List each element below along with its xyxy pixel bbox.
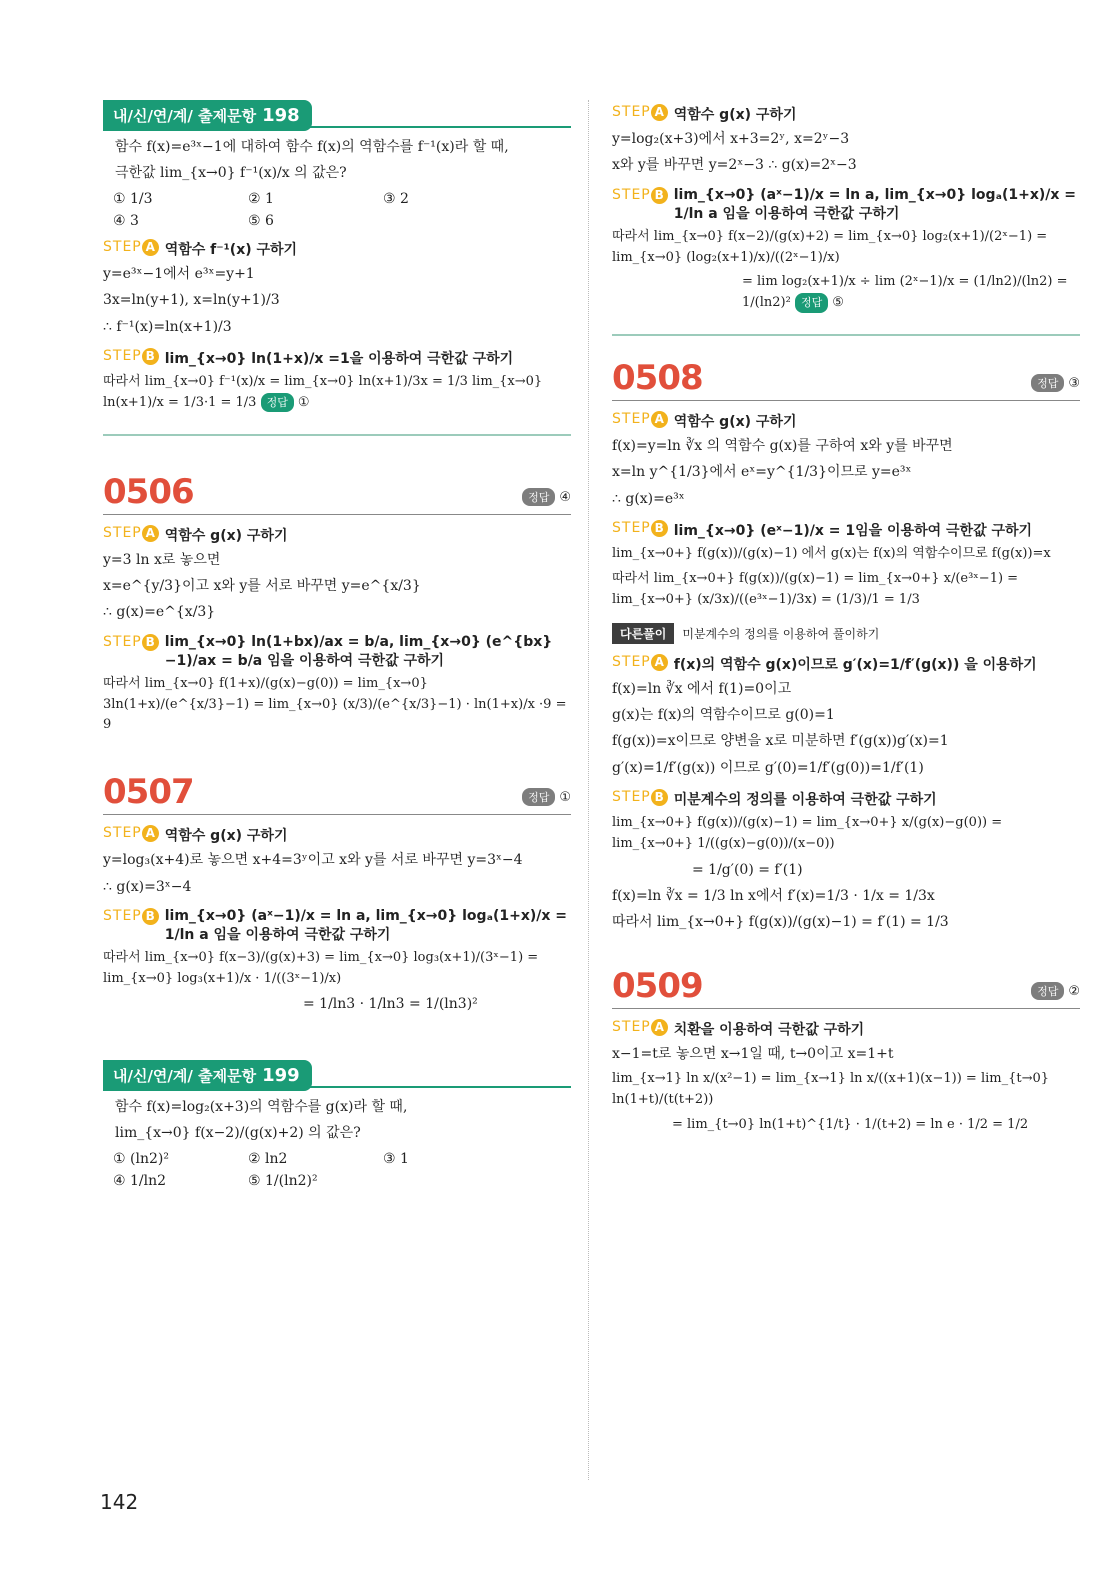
sol-0506-a1: y=3 ln x로 놓으면 — [103, 551, 221, 568]
divider — [612, 334, 1080, 336]
answer-label: 정답 ④ — [522, 488, 571, 506]
choice-4: ④ 3 — [113, 212, 139, 229]
choice-5: ⑤ 1/(ln2)² — [248, 1172, 318, 1189]
step-b-0507: STEP B lim_{x→0} (aˣ−1)/x = ln a, lim_{x→0} logₐ(1+x)/x = 1/ln a 임을 이용하여 극한값 구하기 — [103, 907, 568, 943]
sol-0508-a1: f(x)=y=ln ∛x 의 역함수 g(x)를 구하여 x와 y를 바꾸면 — [612, 437, 953, 454]
alt-0508-c2: g(x)는 f(x)의 역함수이므로 g(0)=1 — [612, 706, 835, 723]
choice-5: ⑤ 6 — [248, 212, 274, 229]
sol-0509-a2: lim_{x→1} ln x/(x²−1) = lim_{x→1} ln x/((x+1)(x−1)) = lim_{t→0} ln(1+t)/(t(t+2)) — [612, 1071, 1050, 1108]
alt-0508-c3: f(g(x))=x이므로 양변을 x로 미분하면 f′(g(x))g′(x)=1 — [612, 733, 949, 750]
sol-199-b2: = lim log₂(x+1)/x ÷ lim (2ˣ−1)/x = (1/ln2)/(ln2) = 1/(ln2)² 정답 ⑤ — [612, 272, 1080, 314]
problem-header-0509 — [612, 964, 1080, 1009]
question-199-line1: 함수 f(x)=log₂(x+3)의 역함수를 g(x)라 할 때, — [115, 1098, 408, 1115]
sol-0507-b2: = 1/ln3 · 1/ln3 = 1/(ln3)² — [303, 996, 478, 1013]
problem-number: 0508 — [612, 357, 703, 398]
step-a-0506: STEP A 역함수 g(x) 구하기 — [103, 524, 288, 544]
alt-step-a-0508: STEP A f(x)의 역함수 g(x)이므로 g′(x)=1/f′(g(x)) 을 이용하기 — [612, 653, 1037, 673]
sol-199-a2: x와 y를 바꾸면 y=2ˣ−3 ∴ g(x)=2ˣ−3 — [612, 157, 857, 174]
sol-198-b1: 따라서 lim_{x→0} f⁻¹(x)/x = lim_{x→0} ln(x+1)/3x = 1/3 lim_{x→0} ln(x+1)/x = 1/3·1 = 1/3 정답 ① — [103, 372, 571, 414]
step-a-198: STEP A 역함수 f⁻¹(x) 구하기 — [103, 238, 298, 258]
problem-number: 0509 — [612, 965, 703, 1006]
step-b-0508: STEP B lim_{x→0} (eˣ−1)/x = 1임을 이용하여 극한값 구하기 — [612, 520, 1033, 540]
answer-label: 정답 ③ — [1031, 374, 1080, 392]
alt-0508-d1: lim_{x→0+} f(g(x))/(g(x)−1) = lim_{x→0+} x/(g(x)−g(0)) = lim_{x→0+} 1/((g(x)−g(0))/(x−0)) — [612, 815, 1003, 851]
problem-number: 0507 — [103, 772, 194, 813]
sol-0507-b1: 따라서 lim_{x→0} f(x−3)/(g(x)+3) = lim_{x→0} log₃(x+1)/(3ˣ−1) = lim_{x→0} log₃(x+1)/x · 1/((3ˣ−1)/x) — [103, 949, 539, 986]
sol-198-a1: y=e³ˣ−1에서 e³ˣ=y+1 — [103, 265, 255, 282]
step-a-0508: STEP A 역함수 g(x) 구하기 — [612, 410, 797, 430]
sol-0508-b1: lim_{x→0+} f(g(x))/(g(x)−1) 에서 g(x)는 f(x)의 역함수이므로 f(g(x))=x — [612, 546, 1051, 562]
problem-header-0508 — [612, 356, 1080, 401]
sol-199-a1: y=log₂(x+3)에서 x+3=2ʸ, x=2ʸ−3 — [612, 131, 850, 147]
sol-0508-a2: x=ln y^{1/3}에서 eˣ=y^{1/3}이므로 y=e³ˣ — [612, 464, 912, 481]
problem-header-0506 — [103, 470, 571, 515]
sol-0506-b1: 따라서 lim_{x→0} f(1+x)/(g(x)−g(0)) = lim_{x→0} 3ln(1+x)/(e^{x/3}−1) = lim_{x→0} (x/3)/(e^{x/3}−1) · ln(1+x)/x ·9 = 9 — [103, 675, 567, 733]
sol-0506-a3: ∴ g(x)=e^{x/3} — [103, 604, 216, 621]
alt-0508-d3: f(x)=ln ∛x = 1/3 ln x에서 f′(x)=1/3 · 1/x = 1/3x — [612, 888, 935, 905]
step-b-0506: STEP B lim_{x→0} ln(1+bx)/ax = b/a, lim_{x→0} (e^{bx}−1)/ax = b/a 임을 이용하여 극한값 구하기 — [103, 633, 553, 669]
alt-0508-d2: = 1/g′(0) = f′(1) — [692, 861, 803, 878]
choice-3: ③ 1 — [383, 1150, 409, 1167]
sol-0508-a3: ∴ g(x)=e³ˣ — [612, 490, 685, 507]
sol-0508-b2: 따라서 lim_{x→0+} f(g(x))/(g(x)−1) = lim_{x→0+} x/(e³ˣ−1) = lim_{x→0+} (x/3x)/((e³ˣ−1)/3x) = (1/3)/1 = 1/3 — [612, 570, 1019, 607]
sol-198-a3: ∴ f⁻¹(x)=ln(x+1)/3 — [103, 318, 232, 335]
divider — [103, 434, 571, 436]
sol-0507-a2: ∴ g(x)=3ˣ−4 — [103, 878, 192, 895]
question-198-line2: 극한값 lim_{x→0} f⁻¹(x)/x 의 값은? — [115, 165, 347, 182]
question-199-line2: lim_{x→0} f(x−2)/(g(x)+2) 의 값은? — [115, 1125, 361, 1142]
sol-199-b1: 따라서 lim_{x→0} f(x−2)/(g(x)+2) = lim_{x→0} log₂(x+1)/(2ˣ−1) = lim_{x→0} (log₂(x+1)/x)/((2ˣ−1)/x) — [612, 228, 1048, 265]
answer-label: 정답 ② — [1031, 982, 1080, 1000]
problem-number: 0506 — [103, 471, 194, 512]
sol-0506-a2: x=e^{y/3}이고 x와 y를 서로 바꾸면 y=e^{x/3} — [103, 577, 421, 594]
sol-0509-a3: = lim_{t→0} ln(1+t)^{1/t} · 1/(t+2) = ln e · 1/2 = 1/2 — [672, 1116, 1029, 1132]
alt-step-b-0508: STEP B 미분계수의 정의를 이용하여 극한값 구하기 — [612, 789, 937, 809]
choice-1: ① 1/3 — [113, 190, 153, 207]
choices-199 — [113, 1151, 571, 1189]
step-b-199: STEP B lim_{x→0} (aˣ−1)/x = ln a, lim_{x→0} logₐ(1+x)/x = 1/ln a 임을 이용하여 극한값 구하기 — [612, 186, 1077, 222]
sol-198-a2: 3x=ln(y+1), x=ln(y+1)/3 — [103, 292, 280, 309]
choices-198 — [113, 191, 571, 229]
choice-2: ② ln2 — [248, 1150, 288, 1167]
choice-3: ③ 2 — [383, 190, 409, 207]
page-number: 142 — [100, 1490, 139, 1514]
alt-0508-c4: g′(x)=1/f′(g(x)) 이므로 g′(0)=1/f′(g(0))=1/f′(1) — [612, 759, 924, 776]
choice-1: ① (ln2)² — [113, 1150, 169, 1167]
tag-199: 내/신/연/계/ 출제문항 199 — [103, 1060, 571, 1090]
step-a-0507: STEP A 역함수 g(x) 구하기 — [103, 825, 288, 845]
left-column — [103, 100, 571, 1193]
alt-0508-d4: 따라서 lim_{x→0+} f(g(x))/(g(x)−1) = f′(1) = 1/3 — [612, 914, 949, 931]
choice-2: ② 1 — [248, 190, 274, 207]
step-b-198: STEP B lim_{x→0} ln(1+x)/x =1을 이용하여 극한값 구하기 — [103, 347, 514, 367]
alt-0508-c1: f(x)=ln ∛x 에서 f(1)=0이고 — [612, 680, 792, 697]
column-divider — [588, 100, 589, 1480]
sol-0509-a1: x−1=t로 놓으면 x→1일 때, t→0이고 x=1+t — [612, 1045, 894, 1062]
choice-4: ④ 1/ln2 — [113, 1172, 167, 1189]
problem-header-0507 — [103, 770, 571, 815]
question-198-line1: 함수 f(x)=e³ˣ−1에 대하여 함수 f(x)의 역함수를 f⁻¹(x)라 할 때, — [115, 139, 509, 155]
step-a-0509: STEP A 치환을 이용하여 극한값 구하기 — [612, 1018, 865, 1038]
alternative-solution: 다른풀이 미분계수의 정의를 이용하여 풀이하기 — [612, 623, 1080, 644]
step-a-199: STEP A 역함수 g(x) 구하기 — [612, 104, 797, 123]
answer-label: 정답 ① — [522, 788, 571, 806]
right-column — [612, 100, 1080, 1140]
tag-198: 내/신/연/계/ 출제문항 198 — [103, 100, 571, 130]
sol-0507-a1: y=log₃(x+4)로 놓으면 x+4=3ʸ이고 x와 y를 서로 바꾸면 y=3ˣ−4 — [103, 852, 523, 869]
